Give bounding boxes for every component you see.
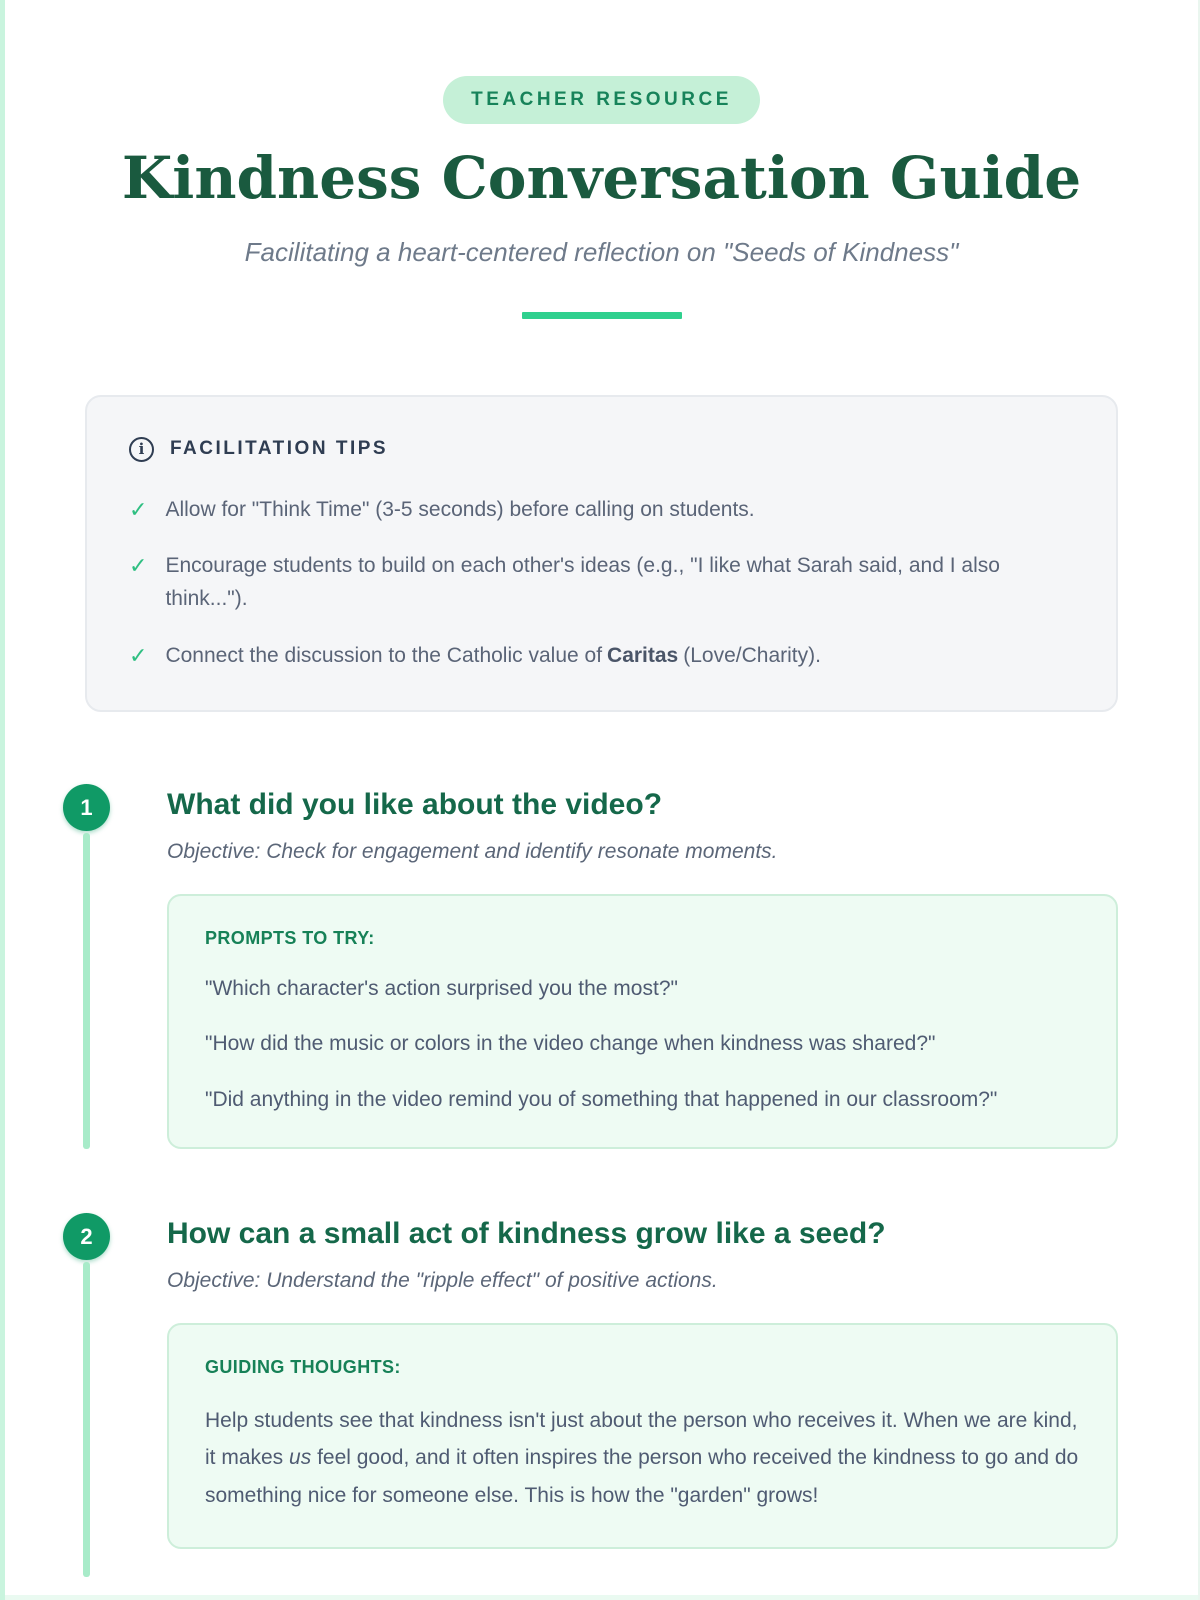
section-connector-line xyxy=(83,833,90,1149)
title-divider xyxy=(522,312,682,319)
tip-text: Allow for "Think Time" (3-5 seconds) before calling on students. xyxy=(165,497,755,521)
section-content xyxy=(167,784,1118,1149)
tip-text-pre: Connect the discussion to the Catholic value of xyxy=(165,643,603,667)
section-objective: Objective: Check for engagement and identify resonate moments. xyxy=(167,839,778,863)
question-sections xyxy=(63,784,1118,1577)
info-icon: i xyxy=(129,437,154,462)
tip-text: Encourage students to build on each other's ideas (e.g., "I like what Sarah said, and I also think..."). xyxy=(165,554,1000,610)
page-subtitle: Facilitating a heart-centered reflection on "Seeds of Kindness" xyxy=(244,236,959,267)
tips-header xyxy=(129,437,1074,462)
tip-item xyxy=(129,640,1049,673)
tip-item xyxy=(129,550,1049,615)
tips-list xyxy=(129,494,1074,672)
facilitation-tips-card xyxy=(85,395,1118,712)
tip-text xyxy=(165,640,821,673)
section-marker xyxy=(63,1213,110,1577)
page xyxy=(80,0,1118,1577)
section-title: How can a small act of kindness grow like a seed? xyxy=(167,1217,886,1251)
resource-badge: TEACHER RESOURCE xyxy=(443,76,760,124)
section-number-badge: 1 xyxy=(63,784,110,831)
check-icon: ✓ xyxy=(129,642,148,668)
paragraph-pre: Help students see that kindness isn't just about the person who receives it. When we are kind, it makes xyxy=(205,1408,1078,1470)
footer-strip xyxy=(5,1595,1198,1600)
tip-item xyxy=(129,494,1049,527)
tip-text-post: (Love/Charity). xyxy=(683,643,821,667)
check-icon: ✓ xyxy=(129,553,148,579)
guiding-thoughts-box xyxy=(167,1323,1118,1549)
tip-text-bold: Caritas xyxy=(607,643,679,667)
guiding-paragraph xyxy=(205,1402,1080,1515)
section-connector-line xyxy=(83,1262,90,1577)
prompts-box xyxy=(167,894,1118,1150)
paragraph-post: feel good, and it often inspires the person who received the kindness to go and do something nice for someone else. This is how the "garden" grows! xyxy=(205,1446,1079,1508)
page-header xyxy=(85,76,1118,319)
check-icon: ✓ xyxy=(129,496,148,522)
section-objective: Objective: Understand the "ripple effect" of positive actions. xyxy=(167,1268,718,1292)
page-title: Kindness Conversation Guide xyxy=(121,144,1082,212)
tips-heading: FACILITATION TIPS xyxy=(170,438,389,460)
question-section-1 xyxy=(63,784,1118,1149)
guiding-box-heading: GUIDING THOUGHTS: xyxy=(205,1356,401,1377)
section-number-badge: 2 xyxy=(63,1213,110,1260)
question-section-2 xyxy=(63,1213,1118,1577)
section-marker xyxy=(63,784,110,1149)
prompts-box-heading: PROMPTS TO TRY: xyxy=(205,927,375,948)
section-content xyxy=(167,1213,1118,1577)
paragraph-italic: us xyxy=(289,1446,312,1470)
prompt-item: "Did anything in the video remind you of something that happened in our classroom?" xyxy=(205,1087,998,1111)
prompt-item: "How did the music or colors in the video change when kindness was shared?" xyxy=(205,1032,936,1056)
section-title: What did you like about the video? xyxy=(167,788,663,822)
prompt-item: "Which character's action surprised you the most?" xyxy=(205,976,678,1000)
